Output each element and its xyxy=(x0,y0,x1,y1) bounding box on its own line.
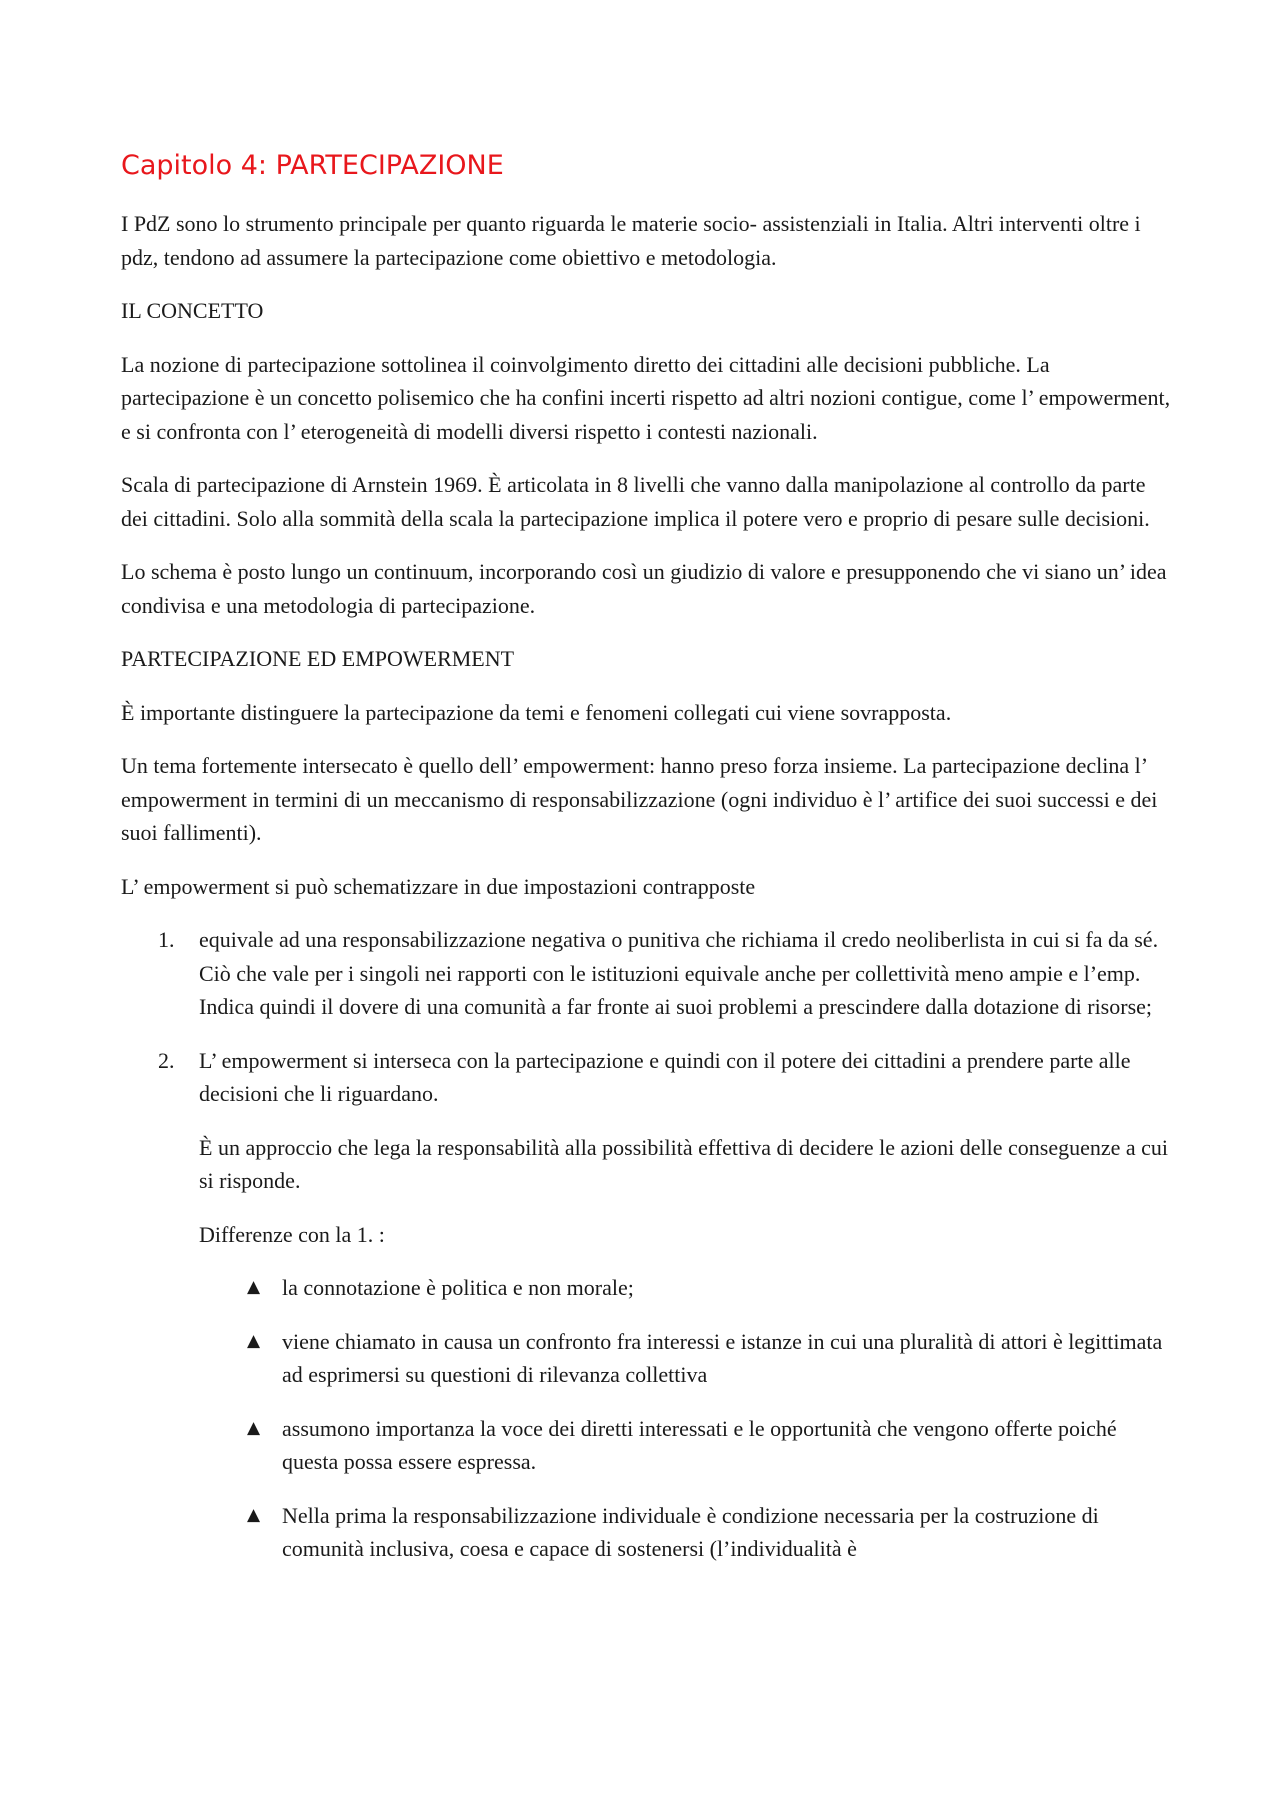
bullet-text: Nella prima la responsabilizzazione individuale è condizione necessaria per la costruzione di comunità inclusiva, coesa e capace di sostenersi (l’individualità è xyxy=(282,1502,1099,1561)
section-heading-concetto: IL CONCETTO xyxy=(121,298,264,323)
document-body xyxy=(121,148,1171,1586)
concetto-paragraph-1: La nozione di partecipazione sottolinea il coinvolgimento diretto dei cittadini alle decisioni pubbliche. La partecipazione è un concetto polisemico che ha confini incerti rispetto ad altri nozioni contigue, come l’ empowerment, e si confronta con l’ eterogeneità di modelli diversi rispetto i contesti nazionali. xyxy=(121,351,1171,444)
empowerment-paragraph-1: È importante distinguere la partecipazione da temi e fenomeni collegati cui viene sovrapposta. xyxy=(121,699,952,725)
bullet-text: la connotazione è politica e non morale; xyxy=(282,1275,634,1300)
bullet-item xyxy=(199,1499,1171,1566)
concetto-paragraph-3: Lo schema è posto lungo un continuum, incorporando così un giudizio di valore e presupponendo che vi siano un’ idea condivisa e una metodologia di partecipazione. xyxy=(121,559,1167,618)
bullet-item xyxy=(199,1412,1171,1479)
chapter-title: Capitolo 4: PARTECIPAZIONE xyxy=(121,150,504,181)
triangle-bullet-icon: ▲ xyxy=(247,1504,261,1525)
list-item-number: 1. xyxy=(158,927,175,952)
bullet-item xyxy=(199,1325,1171,1392)
intro-paragraph: I PdZ sono lo strumento principale per quanto riguarda le materie socio- assistenziali in Italia. Altri interventi oltre i pdz, tendono ad assumere la partecipazione come obiettivo e metodologia. xyxy=(121,211,1141,270)
bullet-text: assumono importanza la voce dei diretti interessati e le opportunità che vengono offerte poiché questa possa essere espressa. xyxy=(282,1415,1117,1474)
triangle-bullet-icon: ▲ xyxy=(247,1277,261,1297)
section-heading-empowerment: PARTECIPAZIONE ED EMPOWERMENT xyxy=(121,646,515,671)
list-item xyxy=(121,1044,1171,1566)
numbered-list xyxy=(121,923,1171,1566)
triangle-bullet-icon: ▲ xyxy=(247,1417,261,1438)
empowerment-paragraph-2: Un tema fortemente intersecato è quello dell’ empowerment: hanno preso forza insieme. La partecipazione declina l’ empowerment in termini di un meccanismo di responsabilizzazione (ogni individuo è l’ artifice dei suoi successi e dei suoi fallimenti). xyxy=(121,753,1158,845)
empowerment-paragraph-3: L’ empowerment si può schematizzare in due impostazioni contrapposte xyxy=(121,873,756,899)
list-item-text: L’ empowerment si interseca con la partecipazione e quindi con il potere dei cittadini a prendere parte alle decisioni che li riguardano. xyxy=(199,1047,1131,1106)
triangle-bullet-icon: ▲ xyxy=(247,1330,261,1351)
list-item-number: 2. xyxy=(158,1047,175,1073)
list-item-subparagraph: Differenze con la 1. : xyxy=(199,1221,385,1247)
concetto-paragraph-2: Scala di partecipazione di Arnstein 1969. È articolata in 8 livelli che vanno dalla manipolazione al controllo da parte dei cittadini. Solo alla sommità della scala la partecipazione implica il potere vero e proprio di pesare sulle decisioni. xyxy=(121,472,1150,531)
bullet-text: viene chiamato in causa un confronto fra interessi e istanze in cui una pluralità di attori è legittimata ad esprimersi su questioni di rilevanza collettiva xyxy=(282,1328,1163,1387)
bullet-item xyxy=(199,1271,1171,1305)
list-item-subparagraph: È un approccio che lega la responsabilità alla possibilità effettiva di decidere le azioni delle conseguenze a cui si risponde. xyxy=(199,1134,1169,1193)
bullet-list xyxy=(199,1271,1171,1566)
list-item xyxy=(121,923,1171,1024)
list-item-text: equivale ad una responsabilizzazione negativa o punitiva che richiama il credo neoliberlista in cui si fa da sé. Ciò che vale per i singoli nei rapporti con le istituzioni equivale anche per collettività meno ampie e l’emp. Indica quindi il dovere di una comunità a far fronte ai suoi problemi a prescindere dalla dotazione di risorse; xyxy=(199,927,1159,1019)
